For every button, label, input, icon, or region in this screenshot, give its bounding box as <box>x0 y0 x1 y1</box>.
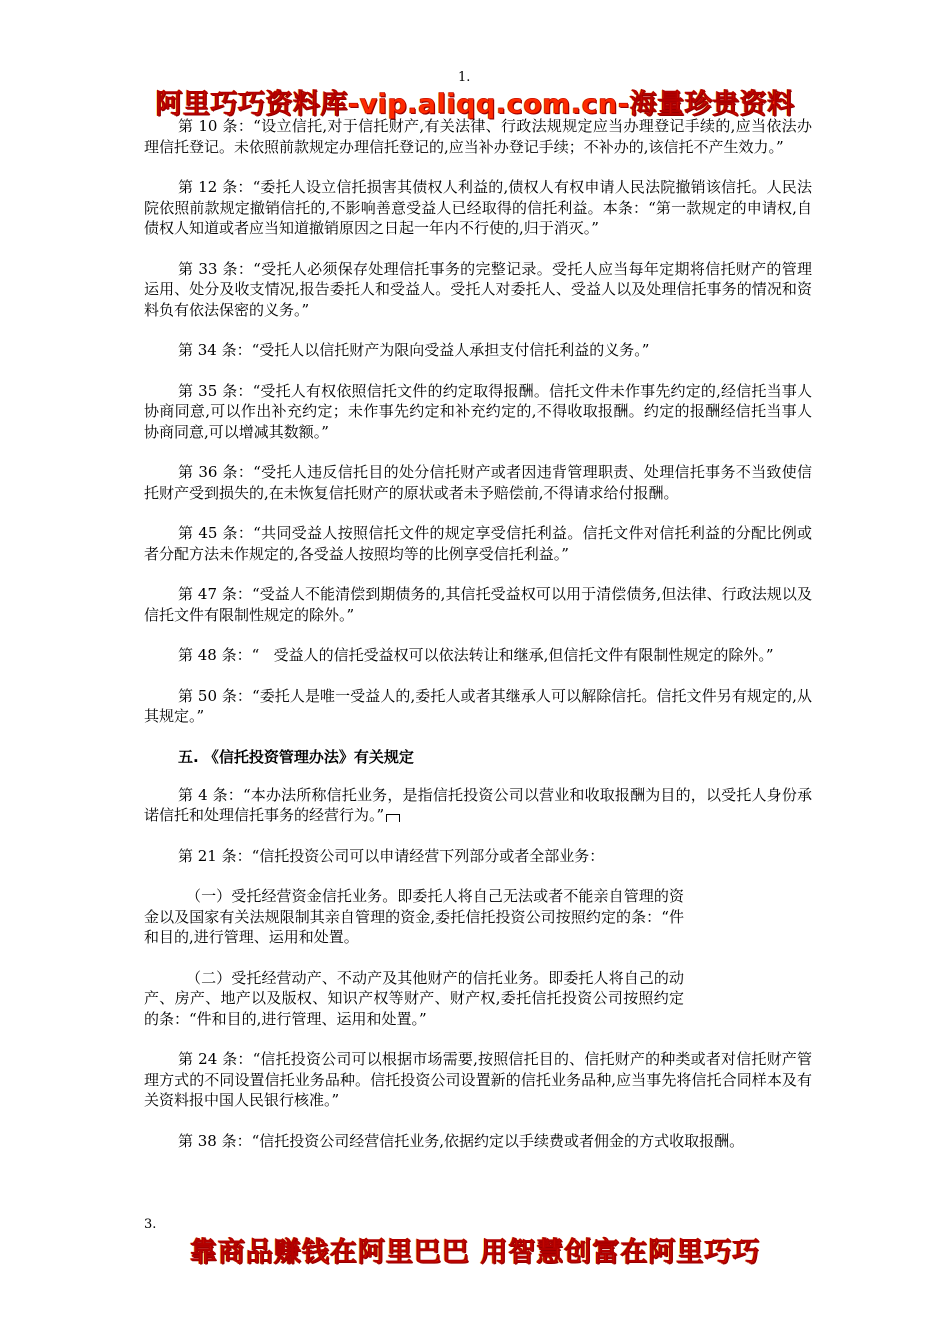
page-number-top: 1. <box>458 70 471 85</box>
page-number-bottom: 3. <box>144 1217 157 1232</box>
article-45: 第 45 条：“共同受益人按照信托文件的规定享受信托利益。信托文件对信托利益的分配比例或者分配方法未作规定的,各受益人按照均等的比例享受信托利益。” <box>144 524 812 563</box>
article-10: 第 10 条：“设立信托,对于信托财产,有关法律、行政法规规定应当办理登记手续的,应当依法办理信托登记。未依照前款规定办理信托登记的,应当补办登记手续；不补办的,该信托不产生效力。” <box>144 117 812 156</box>
article-34: 第 34 条：“受托人以信托财产为限向受益人承担支付信托利益的义务。” <box>178 341 650 359</box>
rule-article-4-text: 第 4 条：“本办法所称信托业务，是指信托投资公司以营业和收取报酬为目的，以受托人身份承诺信托和处理信托事务的经营行为。” <box>144 785 812 824</box>
rule-article-24: 第 24 条：“信托投资公司可以根据市场需要,按照信托目的、信托财产的种类或者对信托财产管理方式的不同设置信托业务品种。信托投资公司设置新的信托业务品种,应当事先将信托合同样本及有关资料报中国人民银行核准。” <box>144 1050 812 1109</box>
article-33: 第 33 条：“受托人必须保存处理信托事务的完整记录。受托人应当每年定期将信托财产的管理运用、处分及收支情况,报告委托人和受益人。受托人对委托人、受益人以及处理信托事务的情况和资料负有依法保密的义务。” <box>144 259 812 319</box>
rule-article-4 <box>144 785 812 826</box>
article-35: 第 35 条：“受托人有权依照信托文件的约定取得报酬。信托文件未作事先约定的,经信托当事人协商同意,可以作出补充约定；未作事先约定和补充约定的,不得收取报酬。约定的报酬经信托当事人协商同意,可以增减其数额。” <box>144 381 812 441</box>
rule-item-1: （一）受托经营资金信托业务。即委托人将自己无法或者不能亲自管理的资金以及国家有关法规限制其亲自管理的资金,委托信托投资公司按照约定的条：“件和目的,进行管理、运用和处置。 <box>144 887 684 946</box>
document-body <box>144 116 812 1171</box>
bracket-mark-icon <box>386 814 400 822</box>
article-48: 第 48 条：“ 受益人的信托受益权可以依法转让和继承,但信托文件有限制性规定的除外。” <box>178 646 774 664</box>
section-heading: 五. 《信托投资管理办法》有关规定 <box>178 747 414 766</box>
footer-banner: 靠商品赚钱在阿里巴巴 用智慧创富在阿里巧巧 <box>189 1237 761 1268</box>
article-12: 第 12 条：“委托人设立信托损害其债权人利益的,债权人有权申请人民法院撤销该信托。人民法院依照前款规定撤销信托的,不影响善意受益人已经取得的信托利益。本条：“第一款规定的申请权,自债权人知道或者应当知道撤销原因之日起一年内不行使的,归于消灭。” <box>144 178 812 237</box>
article-50: 第 50 条：“委托人是唯一受益人的,委托人或者其继承人可以解除信托。信托文件另有规定的,从其规定。” <box>144 686 812 725</box>
article-36: 第 36 条：“受托人违反信托目的处分信托财产或者因违背管理职责、处理信托事务不当致使信托财产受到损失的,在未恢复信托财产的原状或者未予赔偿前,不得请求给付报酬。 <box>144 463 812 502</box>
rule-item-2: （二）受托经营动产、不动产及其他财产的信托业务。即委托人将自己的动产、房产、地产以及版权、知识产权等财产、财产权,委托信托投资公司按照约定的条：“件和目的,进行管理、运用和处置。” <box>144 968 684 1028</box>
article-47: 第 47 条：“受益人不能清偿到期债务的,其信托受益权可以用于清偿债务,但法律、行政法规以及信托文件有限制性规定的除外。” <box>144 585 812 624</box>
header-banner: 阿里巧巧资料库-vip.aliqq.com.cn-海量珍贵资料 <box>155 89 795 120</box>
rule-article-21: 第 21 条：“信托投资公司可以申请经营下列部分或者全部业务： <box>178 846 605 865</box>
rule-article-38: 第 38 条：“信托投资公司经营信托业务,依据约定以手续费或者佣金的方式收取报酬。 <box>178 1131 745 1150</box>
